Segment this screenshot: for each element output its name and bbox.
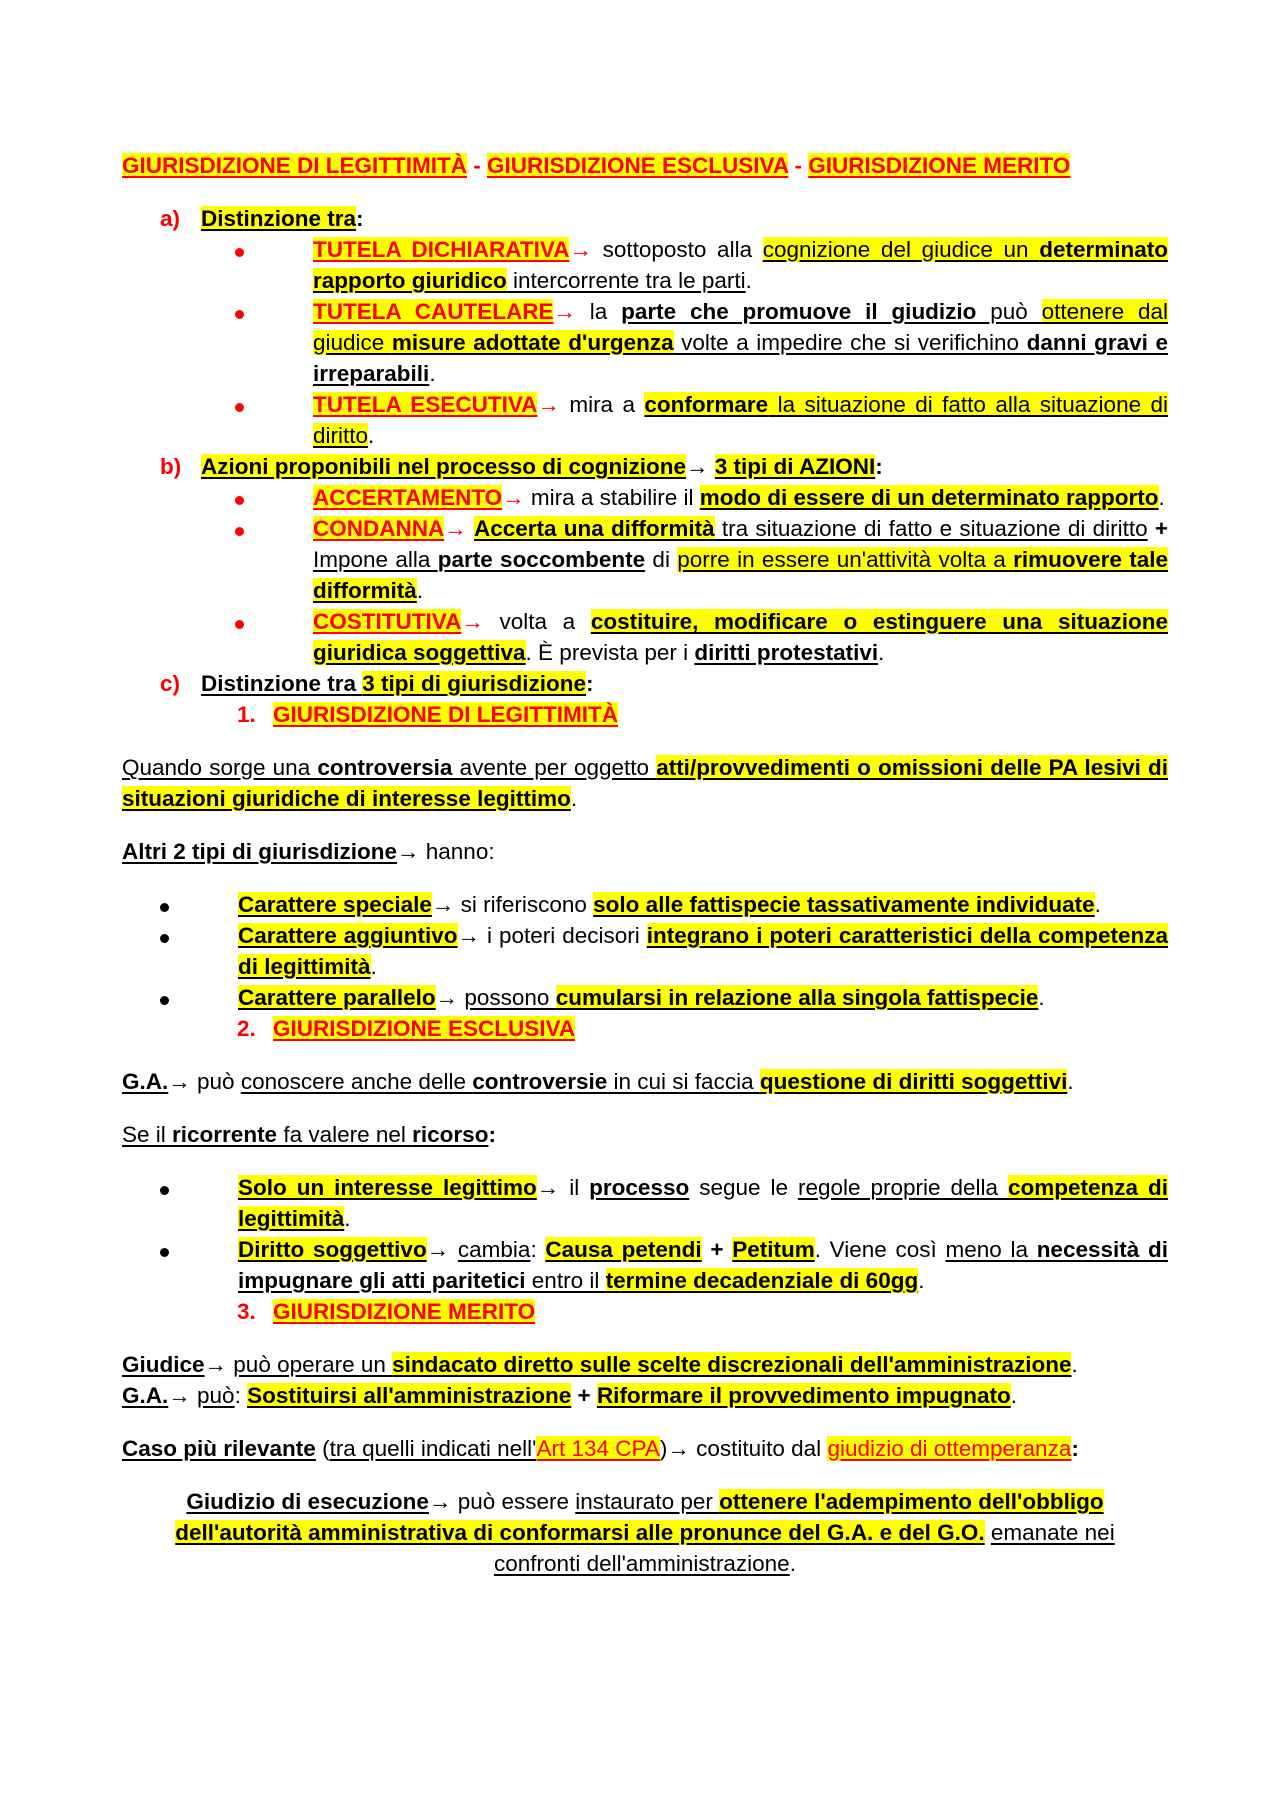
arrow-icon: → [204, 1352, 228, 1377]
text: : [234, 1383, 248, 1408]
bullet-dot [160, 934, 169, 943]
text: di [645, 547, 678, 572]
arrow-icon: → [168, 1069, 191, 1094]
text: tra situazione di fatto e situazione di diritto [714, 516, 1148, 541]
list-item-c [122, 668, 1168, 699]
text: Sostituirsi all'amministrazione [247, 1383, 572, 1408]
text: . [1094, 892, 1101, 917]
text: G.A. [122, 1383, 169, 1408]
bullet-dot [235, 403, 244, 412]
numbered-heading-3 [122, 1296, 1168, 1327]
arrow-icon: → [686, 454, 709, 479]
text: sindacato diretto sulle scelte discrezionali dell'amministrazione [392, 1352, 1072, 1377]
text: avente per oggetto [452, 755, 657, 780]
bullet-term: TUTELA CAUTELARE [313, 299, 554, 324]
text: ricorrente [172, 1122, 278, 1147]
text: segue le [689, 1175, 798, 1200]
text: + [1147, 516, 1168, 541]
arrow-icon: → [168, 1383, 191, 1408]
text: misure adottate d'urgenza [391, 330, 674, 355]
text: . [1158, 485, 1165, 510]
bullet-dot [235, 310, 244, 319]
bullet-term: TUTELA ESECUTIVA [313, 392, 538, 417]
text: i poteri decisori [480, 923, 647, 948]
text: instaurato per [575, 1489, 720, 1514]
section-heading: GIURISDIZIONE DI LEGITTIMITÀ [273, 702, 618, 727]
text: Se il [122, 1122, 173, 1147]
paragraph [122, 1066, 1168, 1097]
arrow-icon: → [457, 923, 481, 948]
document-page [122, 150, 1168, 1579]
text: controversia [317, 755, 453, 780]
text: la situazione di fatto alla situazione di diritto [313, 392, 1169, 448]
bullet-term: Carattere parallelo [238, 985, 436, 1010]
arrow-icon: → [569, 237, 592, 262]
text: Quando sorge una [122, 755, 318, 780]
arrow-icon: → [461, 609, 484, 634]
text: Impone alla [313, 547, 438, 572]
text: controversie [472, 1069, 608, 1094]
text: . [1038, 985, 1045, 1010]
text: regole proprie della [797, 1175, 1009, 1200]
text: volta a [483, 609, 591, 634]
text: . [1071, 1352, 1078, 1377]
text: può essere [451, 1489, 576, 1514]
section-heading: GIURISDIZIONE ESCLUSIVA [273, 1016, 576, 1041]
text: ) [659, 1436, 668, 1461]
text: ottenere dal giudice [313, 299, 1169, 355]
text: Causa petendi [545, 1237, 702, 1262]
list-marker: a) [160, 206, 181, 231]
text: questione di diritti soggettivi [759, 1069, 1068, 1094]
text: . [745, 268, 752, 293]
bullet-dot [235, 248, 244, 257]
text: : [488, 1122, 496, 1147]
text: atti/provvedimenti o omissioni delle PA lesivi di situazioni giuridiche di interesse legittimo [122, 755, 1168, 811]
text: G.A. [122, 1069, 169, 1094]
text: costituito dal [689, 1436, 828, 1461]
text: . [570, 786, 578, 811]
text: in cui si faccia [607, 1069, 760, 1094]
text [467, 516, 474, 541]
text: mira a stabilire il [524, 485, 700, 510]
title-separator: - [467, 153, 487, 178]
document-title [122, 150, 1168, 181]
bullet-term: TUTELA DICHIARATIVA [313, 237, 570, 262]
text: parte che promuove il giudizio [621, 299, 977, 324]
text: può operare un [233, 1352, 393, 1377]
text: volte a impedire che si verifichino [673, 330, 1027, 355]
text: tra quelli indicati nell' [329, 1436, 537, 1461]
text: Giudice [122, 1352, 205, 1377]
text: . [368, 423, 375, 448]
heading-number: 3. [237, 1299, 256, 1324]
paragraph [122, 1486, 1168, 1579]
text: . [370, 954, 377, 979]
paragraph [122, 1349, 1168, 1380]
paragraph [122, 1119, 1168, 1150]
bullet-term: CONDANNA [313, 516, 445, 541]
bullet-term: Solo un interesse legittimo [238, 1175, 537, 1200]
arrow-icon: → [536, 1175, 560, 1200]
paragraph [122, 752, 1168, 814]
bullet-item [122, 606, 1168, 668]
text: : [530, 1237, 546, 1262]
text: : [1071, 1436, 1079, 1461]
arrow-icon: → [426, 1237, 450, 1262]
text: ricorso [412, 1122, 489, 1147]
bullet-item [122, 1234, 1168, 1296]
text: intercorrente tra le parti [506, 268, 746, 293]
text: si riferiscono [454, 892, 594, 917]
list-label: Distinzione tra [201, 671, 363, 696]
section-heading: GIURISDIZIONE MERITO [273, 1299, 536, 1324]
text: entro il [525, 1268, 606, 1293]
text: determinato rapporto giuridico [313, 237, 1168, 293]
text: cognizione del giudice un [762, 237, 1040, 262]
paragraph [122, 836, 1168, 867]
bullet-item [122, 296, 1168, 389]
title-part-2: GIURISDIZIONE ESCLUSIVA [487, 153, 789, 178]
bullet-term: COSTITUTIVA [313, 609, 462, 634]
text: . [1067, 1069, 1074, 1094]
text: sottoposto alla [591, 237, 763, 262]
text: può [976, 299, 1042, 324]
text: cumularsi in relazione alla singola fattispecie [555, 985, 1039, 1010]
arrow-icon: → [431, 892, 455, 917]
heading-number: 1. [237, 702, 256, 727]
bullet-item [122, 482, 1168, 513]
text: Giudizio di esecuzione [186, 1489, 429, 1514]
arrow-icon: → [397, 839, 420, 864]
text: fa valere nel [277, 1122, 413, 1147]
bullet-term: Diritto soggettivo [238, 1237, 427, 1262]
list-label: 3 tipi di AZIONI [714, 454, 876, 479]
text: . [416, 578, 424, 603]
arrow-icon: → [553, 299, 576, 324]
title-separator: - [788, 153, 809, 178]
bullet-term: Carattere aggiuntivo [238, 923, 458, 948]
bullet-dot [235, 620, 244, 629]
text [449, 1237, 458, 1262]
text: + [571, 1383, 597, 1408]
text: porre in essere un'attività volta a [677, 547, 1014, 572]
title-part-1: GIURISDIZIONE DI LEGITTIMITÀ [122, 153, 467, 178]
list-label: 3 tipi di giurisdizione [362, 671, 587, 696]
text: necessità di impugnare gli atti paritetici [238, 1237, 1168, 1293]
text: il [559, 1175, 590, 1200]
arrow-icon: → [537, 392, 560, 417]
colon: : [875, 454, 883, 479]
title-part-3: GIURISDIZIONE MERITO [808, 153, 1071, 178]
text: . [878, 640, 885, 665]
bullet-item [122, 389, 1168, 451]
arrow-icon: → [502, 485, 525, 510]
bullet-dot [160, 996, 169, 1005]
bullet-term: Carattere speciale [238, 892, 432, 917]
text: ( [315, 1436, 330, 1461]
text: parte soccombente [437, 547, 646, 572]
text: conoscere anche delle [240, 1069, 473, 1094]
bullet-dot [160, 903, 169, 912]
paragraph [122, 1433, 1168, 1464]
text: può [197, 1383, 235, 1408]
list-item-b [122, 451, 1168, 482]
text: costituire, modificare o estinguere una situazione giuridica soggettiva [313, 609, 1168, 665]
heading-number: 2. [237, 1016, 256, 1041]
bullet-term: ACCERTAMENTO [313, 485, 503, 510]
text: integrano i poteri caratteristici della competenza di legittimità [238, 923, 1168, 979]
text: . [429, 361, 436, 386]
text: Altri 2 tipi di giurisdizione [122, 839, 398, 864]
text: può [190, 1069, 241, 1094]
list-label: Azioni proponibili nel processo di cognizione [201, 454, 687, 479]
text: hanno: [419, 839, 495, 864]
bullet-item [122, 513, 1168, 606]
text: conformare [644, 392, 769, 417]
bullet-item [122, 982, 1168, 1013]
text: rimuovere tale difformità [313, 547, 1169, 603]
bullet-dot [235, 496, 244, 505]
text: processo [589, 1175, 690, 1200]
text: Caso più rilevante [122, 1436, 316, 1461]
numbered-heading-2 [122, 1013, 1168, 1044]
arrow-icon: → [428, 1489, 452, 1514]
numbered-heading-1 [122, 699, 1168, 730]
text: meno la [945, 1237, 1037, 1262]
bullet-dot [160, 1186, 169, 1195]
arrow-icon: → [444, 516, 467, 541]
colon: : [586, 671, 594, 696]
text: ottenere l'adempimento dell'obbligo dell'autorità amministrativa di conformarsi alle pronunce del G.A. e del G.O. [175, 1489, 1104, 1545]
list-marker: c) [160, 671, 181, 696]
text: Accerta una difformità [473, 516, 715, 541]
text: solo alle fattispecie tassativamente individuate [593, 892, 1095, 917]
text: la [575, 299, 622, 324]
colon: : [356, 206, 364, 231]
text: competenza di legittimità [238, 1175, 1169, 1231]
arrow-icon: → [435, 985, 459, 1010]
text: . [1010, 1383, 1018, 1408]
text: . Viene così [814, 1237, 946, 1262]
list-marker: b) [160, 454, 182, 479]
text: giudizio di ottemperanza [827, 1436, 1072, 1461]
list-label: Distinzione tra [201, 206, 357, 231]
bullet-item [122, 1172, 1168, 1234]
text: diritti protestativi [694, 640, 879, 665]
text: termine decadenziale di 60gg [605, 1268, 919, 1293]
text: emanate nei confronti dell'amministrazione [494, 1520, 1115, 1576]
text: Petitum [732, 1237, 815, 1262]
text: + [701, 1237, 733, 1262]
text: . È prevista per i [525, 640, 695, 665]
arrow-icon: → [667, 1436, 690, 1461]
bullet-dot [235, 527, 244, 536]
text: danni gravi e irreparabili [313, 330, 1168, 386]
bullet-item [122, 234, 1168, 296]
text: mira a [559, 392, 645, 417]
text: Art 134 CPA [536, 1436, 660, 1461]
bullet-item [122, 920, 1168, 982]
text: modo di essere di un determinato rapporto [699, 485, 1159, 510]
paragraph [122, 1380, 1168, 1411]
text: . [789, 1551, 796, 1576]
bullet-dot [160, 1248, 169, 1257]
text: Riformare il provvedimento impugnato [596, 1383, 1011, 1408]
list-item-a [122, 203, 1168, 234]
text: possono [464, 985, 556, 1010]
text: . [918, 1268, 925, 1293]
bullet-item [122, 889, 1168, 920]
text: cambia [457, 1237, 531, 1262]
text: . [344, 1206, 351, 1231]
